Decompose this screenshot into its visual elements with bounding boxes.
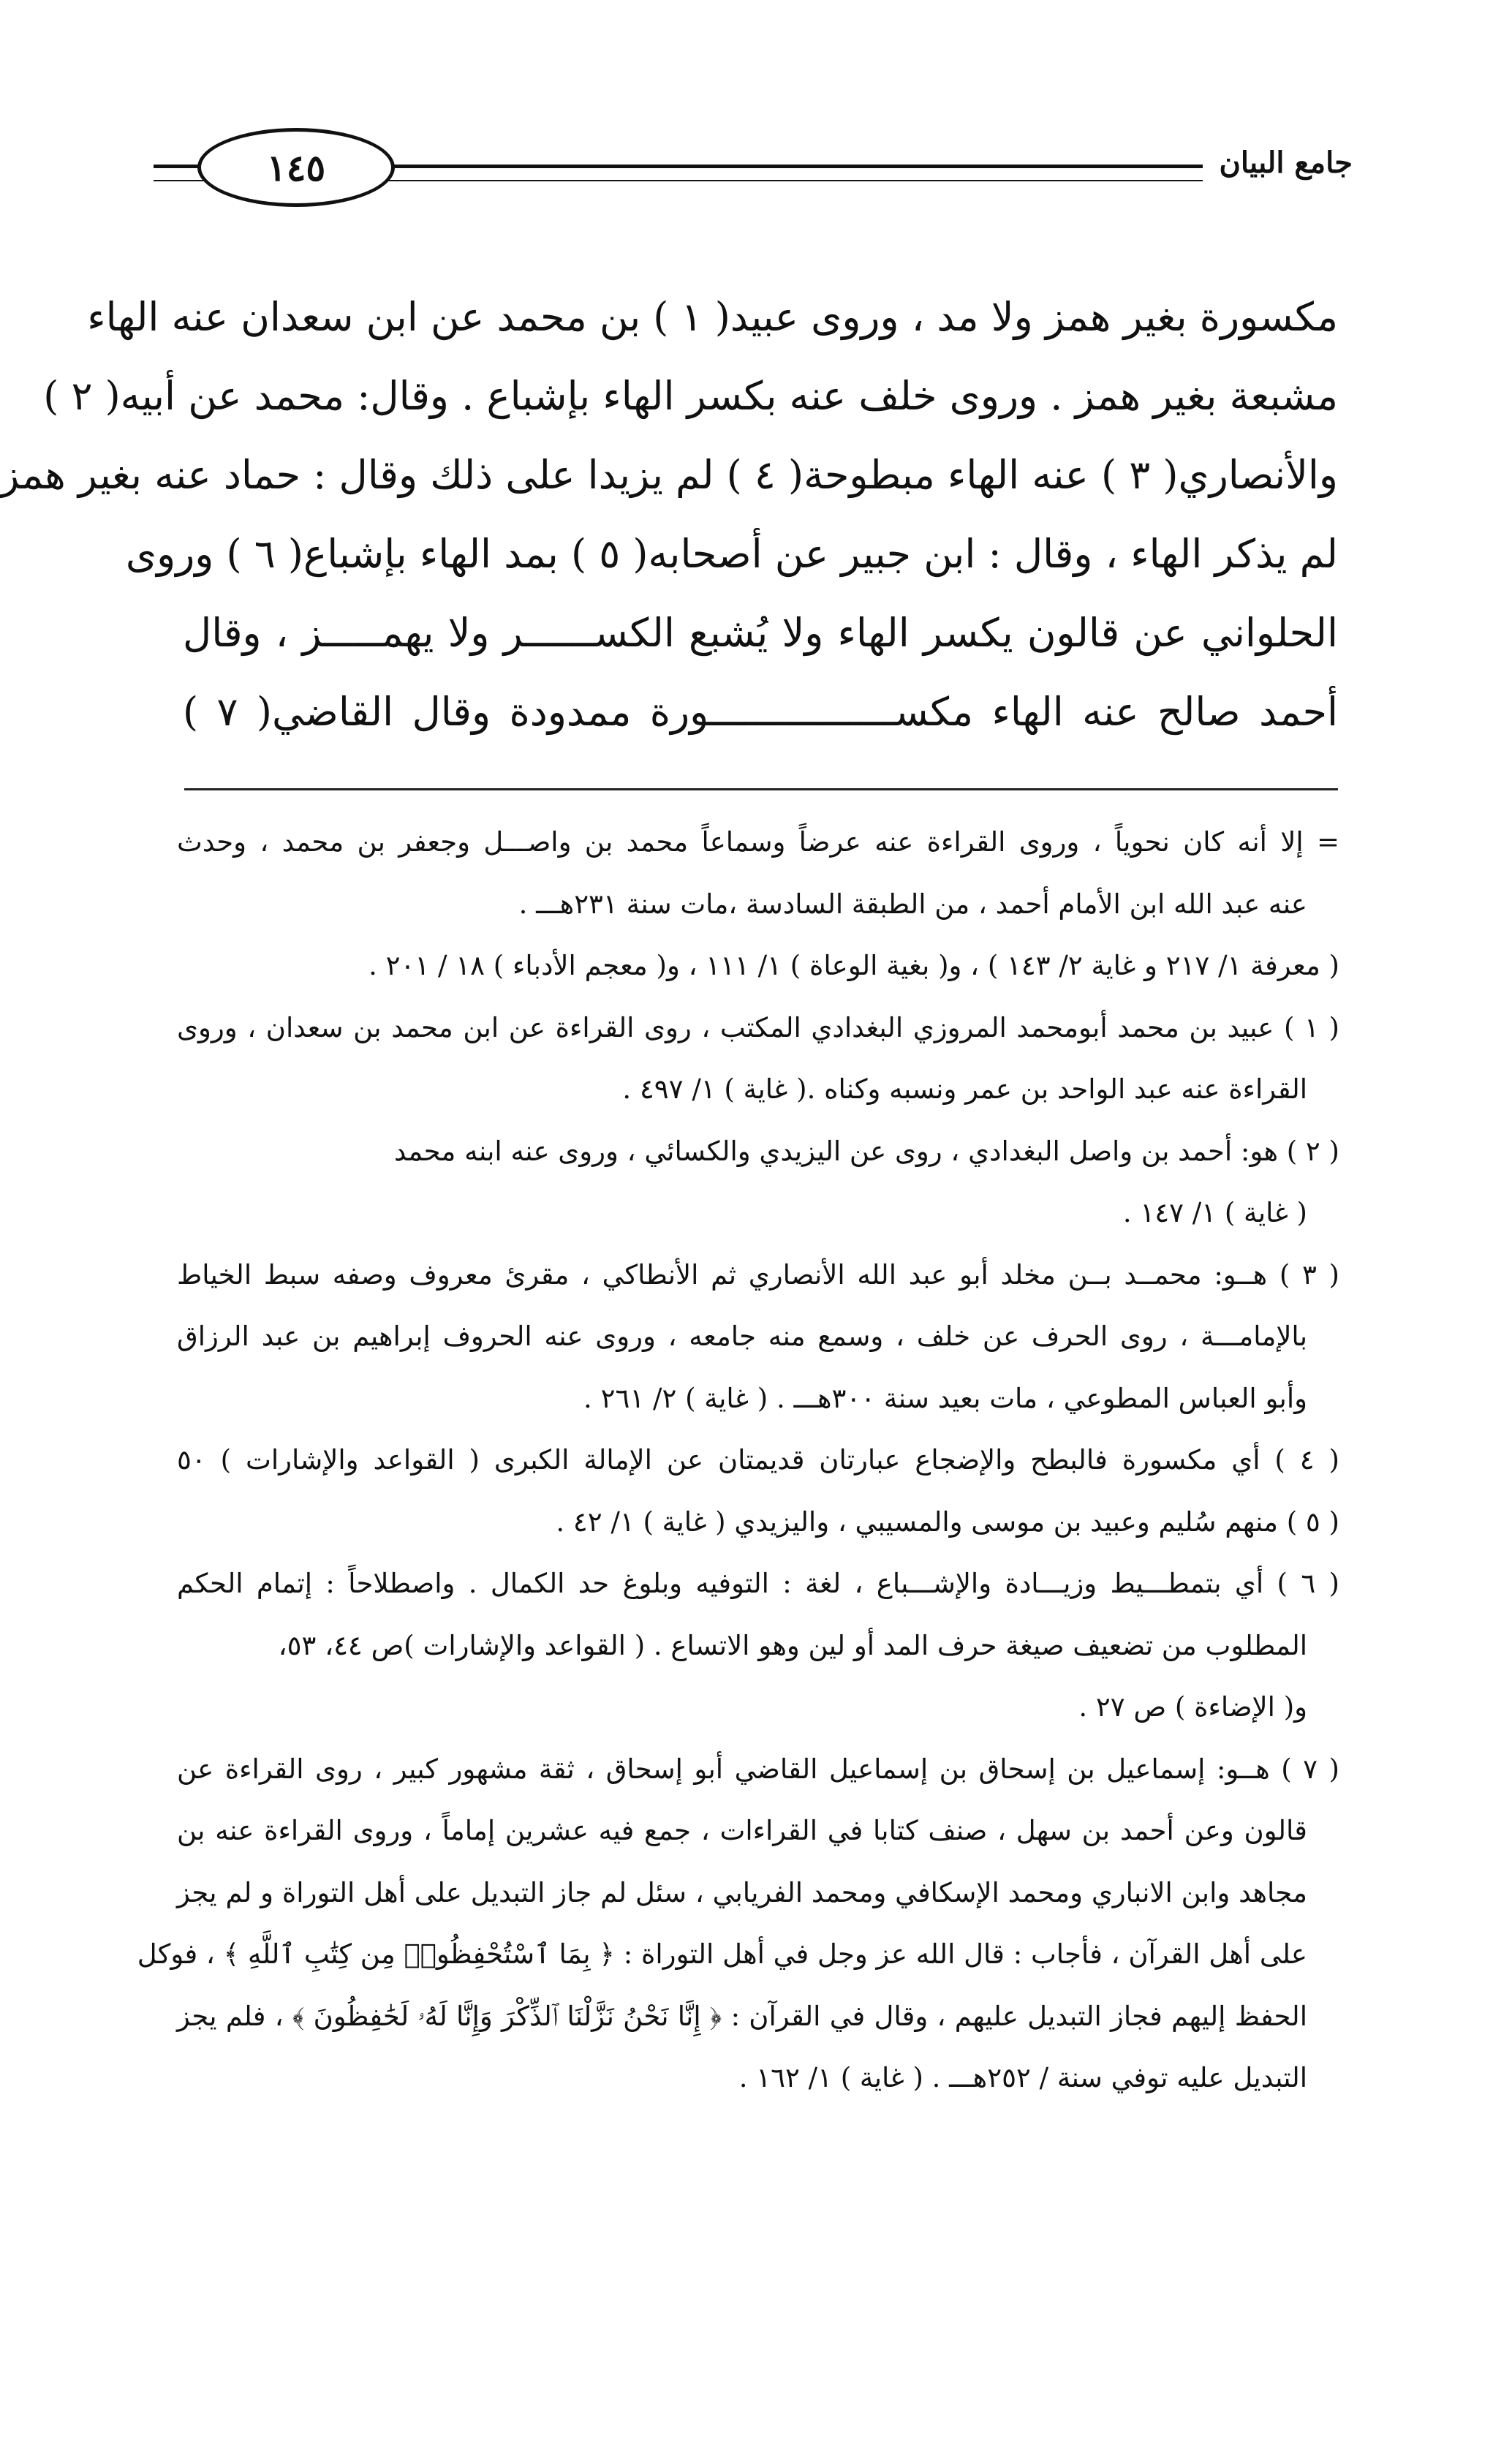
footnote-separator: [184, 788, 1338, 790]
footnotes: [137, 812, 1339, 2109]
main-text-line: لم يذكر الهاء ، وقال : ابن جبير عن أصحابه( ٥ ) بمد الهاء بإشباع( ٦ ) وروى: [125, 531, 1338, 577]
book-title: جامع البيان: [1203, 141, 1353, 185]
footnote-line: مجاهد وابن الانباري ومحمد الإسكافي ومحمد الفريابي ، سئل لم جاز التبديل على أهل التوراة و لم يجز: [177, 1876, 1307, 1908]
footnote-line: على أهل القرآن ، فأجاب : قال الله عز وجل في أهل التوراة : ﴿ بِمَا ٱسْتُحْفِظُوا۟ مِن كِتَٰبِ ٱللَّهِ ﴾ ، فوكل: [137, 1938, 1307, 1970]
main-text: [0, 278, 1338, 752]
footnote-line: التبديل عليه توفي سنة / ٢٥٢هـــ . ( غاية ) ١/ ١٦٢ .: [738, 2062, 1307, 2093]
page-number-frame: [197, 128, 395, 207]
footnote-line: و( الإضاءة ) ص ٢٧ .: [1078, 1691, 1307, 1723]
footnote-line: ( ٧ ) هــو: إسماعيل بن إسحاق بن إسماعيل القاضي أبو إسحاق ، ثقة مشهور كبير ، روى القراءة عن: [177, 1753, 1339, 1785]
footnote-line: ( ١ ) عبيد بن محمد أبومحمد المروزي البغدادي المكتب ، روى القراءة عن ابن محمد بن سعدان ، وروى: [177, 1011, 1339, 1043]
footnote-line: وأبو العباس المطوعي ، مات بعيد سنة ٣٠٠هـــ . ( غاية ) ٢/ ٢٦١ .: [583, 1382, 1307, 1414]
running-header: [154, 128, 1353, 208]
page-number: ١٤٥: [266, 146, 326, 189]
footnote-line: ( معرفة ١/ ٢١٧ و غاية ٢/ ١٤٣ ) ، و( بغية الوعاة ) ١/ ١١١ ، و( معجم الأدباء ) ١٨ / ٢٠١ .: [368, 950, 1339, 981]
main-text-line: مشبعة بغير همز . وروى خلف عنه بكسر الهاء بإشباع . وقال: محمد عن أبيه( ٢ ): [43, 373, 1338, 419]
footnote-line: ( ٣ ) هــو: محمــد بــن مخلد أبو عبد الله الأنصاري ثم الأنطاكي ، مقرئ معروف وصفه سبط الخياط: [177, 1258, 1339, 1291]
footnote-line: بالإمامـــة ، روى الحرف عن خلف ، وسمع منه جامعه ، وروى عنه الحروف إبراهيم بن عبد الرزاق: [177, 1321, 1307, 1352]
footnote-line: ( ٦ ) أي بتمطـــيط وزيـــادة والإشـــباع ، لغة : التوفيه وبلوغ حد الكمال . واصطلاحاً : إتمام الحكم: [177, 1568, 1339, 1599]
footnote-line: القراءة عنه عبد الواحد بن عمر ونسبه وكناه .( غاية ) ١/ ٤٩٧ .: [622, 1073, 1307, 1105]
footnote-line: قالون وعن أحمد بن سهل ، صنف كتابا في القراءات ، جمع فيه عشرين إماماً ، وروى القراءة عنه بن: [177, 1815, 1307, 1846]
footnote-line: عنه عبد الله ابن الأمام أحمد ، من الطبقة السادسة ،مات سنة ٢٣١هـــ .: [518, 888, 1307, 920]
footnote-line: = إلا أنه كان نحوياً ، وروى القراءة عنه عرضاً وسماعاً محمد بن واصـــل وجعفر بن محمد ، وحدث: [177, 826, 1339, 858]
footnote-line: الحفظ إليهم فجاز التبديل عليهم ، وقال في القرآن : ﴿ إِنَّا نَحْنُ نَزَّلْنَا ٱلذِّكْرَ وَإِنَّا لَهُۥ لَحَٰفِظُونَ ﴾ ، فلم يجز: [177, 2000, 1307, 2032]
main-text-line: والأنصاري( ٣ ) عنه الهاء مبطوحة( ٤ ) لم يزيدا على ذلك وقال : حماد عنه بغير همز: [0, 452, 1338, 498]
main-text-line: أحمد صالح عنه الهاء مكســــــــــــــــورة ممدودة وقال القاضي( ٧ ): [183, 689, 1338, 735]
main-text-line: مكسورة بغير همز ولا مد ، وروى عبيد( ١ ) بن محمد عن ابن سعدان عنه الهاء: [87, 294, 1338, 340]
footnote-line: المطلوب من تضعيف صيغة حرف المد أو لين وهو الاتساع . ( القواعد والإشارات )ص ٤٤، ٥٣،: [278, 1629, 1307, 1661]
footnote-line: ( ٤ ) أي مكسورة فالبطح والإضجاع عبارتان قديمتان عن الإمالة الكبرى ( القواعد والإشارات ) ٥٠: [177, 1444, 1339, 1476]
footnote-line: ( ٢ ) هو: أحمد بن واصل البغدادي ، روى عن اليزيدي والكسائي ، وروى عنه ابنه محمد: [393, 1135, 1339, 1167]
footnote-line: ( ٥ ) منهم سُليم وعبيد بن موسى والمسيبي ، واليزيدي ( غاية ) ١/ ٤٢ .: [556, 1506, 1339, 1538]
footnote-line: ( غاية ) ١/ ١٤٧ .: [1122, 1197, 1307, 1228]
main-text-line: الحلواني عن قالون يكسر الهاء ولا يُشبع الكســــــر ولا يهمـــــز ، وقال: [183, 610, 1338, 656]
